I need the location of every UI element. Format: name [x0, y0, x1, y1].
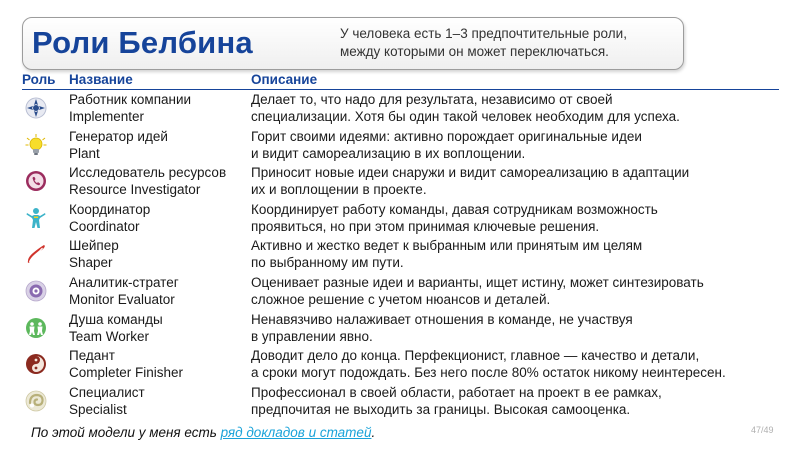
slide-title: Роли Белбина [32, 25, 253, 60]
table-row [22, 311, 782, 348]
role-name-ru: Работник компании [69, 92, 192, 107]
role-name-en: Specialist [69, 401, 127, 417]
eye-disc-icon [25, 280, 47, 302]
role-description [251, 347, 786, 381]
footer-text: По этой модели у меня есть [31, 425, 221, 440]
description-line-2: специализации. Хотя бы один такой человек необходим для успеха. [251, 109, 680, 124]
footer-note [31, 425, 375, 440]
description-line-1: Активно и жестко ведет к выбранным или принятым им целям [251, 238, 643, 254]
role-description [251, 311, 786, 345]
role-name [69, 311, 249, 345]
description-line-1: Профессионал в своей области, работает на проект в ее рамках, [251, 384, 662, 400]
role-name-en: Coordinator [69, 218, 140, 234]
role-name-en: Implementer [69, 109, 145, 124]
description-line-1: Оценивает разные идеи и варианты, ищет истину, может синтезировать [251, 274, 704, 290]
role-name [69, 164, 249, 198]
role-name-en: Resource Investigator [69, 182, 201, 198]
role-description [251, 384, 786, 418]
table-row [22, 164, 782, 201]
phone-icon [25, 170, 47, 192]
table-row [22, 91, 782, 128]
implementer-icon [25, 97, 47, 119]
table-row [22, 201, 782, 238]
description-line-1: Координирует работу команды, давая сотрудникам возможность [251, 201, 658, 217]
shaper-swoosh-icon [25, 243, 47, 265]
header-divider [22, 89, 779, 90]
role-name-ru: Аналитик-стратег [69, 274, 179, 290]
description-line-1: Делает то, что надо для результата, независимо от своей [251, 92, 613, 107]
role-description [251, 274, 786, 308]
description-line-2: в управлении явно. [251, 328, 373, 344]
description-line-2: предпочитая не выходить за границы. Высокая самооценка. [251, 401, 631, 417]
role-name-en: Team Worker [69, 328, 150, 344]
talks-articles-link[interactable]: ряд докладов и статей [220, 425, 372, 440]
role-name-en: Monitor Evaluator [69, 291, 175, 307]
role-name-en: Completer Finisher [69, 365, 184, 381]
yin-yang-icon [25, 353, 47, 375]
role-description [251, 201, 786, 235]
description-line-2: и видит самореализацию в их воплощении. [251, 145, 526, 161]
description-line-2: по выбранному им пути. [251, 255, 404, 271]
role-name-ru: Исследователь ресурсов [69, 165, 227, 181]
description-line-1: Приносит новые идеи снаружи и видит самореализацию в адаптации [251, 165, 690, 181]
table-row [22, 237, 782, 274]
table-row [22, 384, 782, 421]
role-name-ru: Специалист [69, 384, 145, 400]
subtitle-line-2: между которыми он может переключаться. [340, 44, 609, 59]
description-line-1: Доводит дело до конца. Перфекционист, главное — качество и детали, [251, 348, 700, 364]
role-name [69, 201, 249, 235]
description-line-2: их и воплощении в проекте. [251, 182, 427, 198]
role-name [69, 237, 249, 271]
header-name: Название [69, 72, 133, 87]
page-number: 47/49 [751, 425, 774, 435]
coordinator-figure-icon [25, 207, 47, 229]
role-name-ru: Координатор [69, 201, 151, 217]
role-name-en: Shaper [69, 255, 113, 271]
role-name-ru: Генератор идей [69, 128, 168, 144]
team-people-icon [25, 317, 47, 339]
title-box [22, 17, 684, 70]
description-line-1: Горит своими идеями: активно порождает оригинальные идеи [251, 128, 642, 144]
role-name [69, 91, 249, 125]
description-line-2: а сроки могут подождать. Без него после 80% остаток никому неинтересен. [251, 365, 726, 381]
role-name-ru: Педант [69, 348, 115, 364]
header-description: Описание [251, 72, 318, 87]
header-role: Роль [22, 72, 56, 87]
table-row [22, 128, 782, 165]
role-name-en: Plant [69, 145, 100, 161]
role-name [69, 128, 249, 162]
role-name [69, 274, 249, 308]
roles-table [22, 91, 782, 420]
slide-subtitle [340, 25, 680, 61]
role-description [251, 164, 786, 198]
specialist-swirl-icon [25, 390, 47, 412]
table-row [22, 274, 782, 311]
description-line-2: проявиться, но при этом принимая ключевые решения. [251, 218, 600, 234]
role-description [251, 91, 786, 125]
role-name [69, 347, 249, 381]
lightbulb-icon [25, 134, 47, 156]
role-description [251, 237, 786, 271]
subtitle-line-1: У человека есть 1–3 предпочтительные роли, [340, 26, 627, 41]
role-name-ru: Шейпер [69, 238, 119, 254]
footer-suffix: . [371, 425, 376, 440]
role-description [251, 128, 786, 162]
description-line-1: Ненавязчиво налаживает отношения в команде, не участвуя [251, 311, 633, 327]
role-name-ru: Душа команды [69, 311, 163, 327]
description-line-2: сложное решение с учетом нюансов и деталей. [251, 291, 551, 307]
role-name [69, 384, 249, 418]
table-row [22, 347, 782, 384]
